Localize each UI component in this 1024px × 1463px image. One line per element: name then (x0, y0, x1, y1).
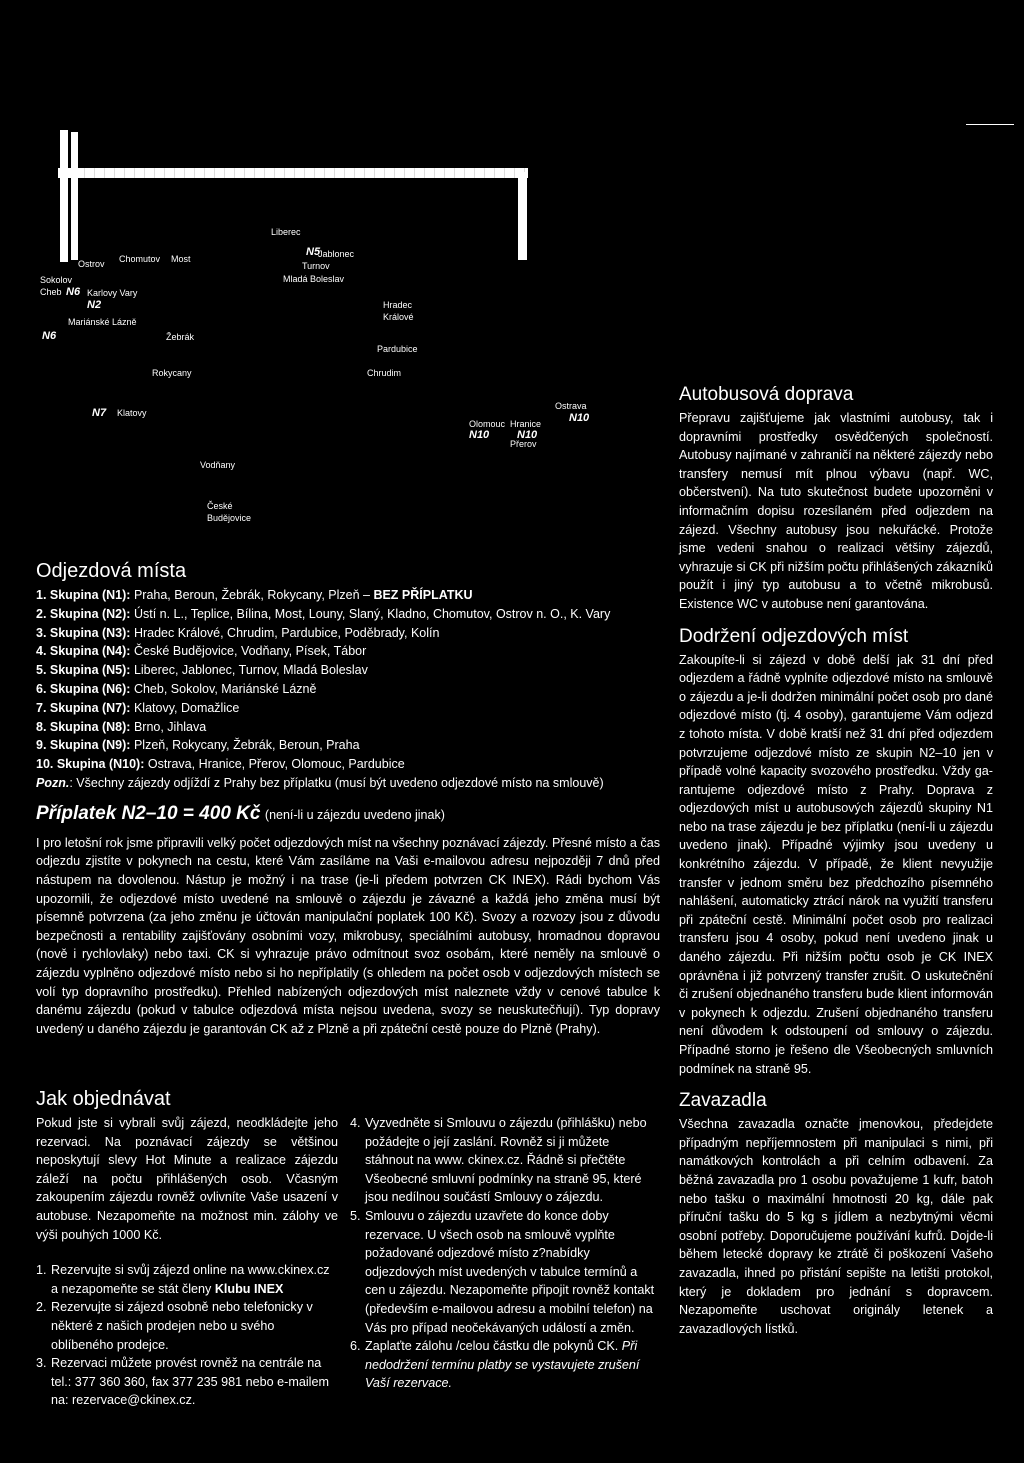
city-cheb: Cheb (40, 287, 62, 297)
order-steps-left (36, 1261, 338, 1410)
code-n10-ostrava: N10 (569, 412, 590, 424)
top-rule (966, 124, 1014, 125)
group-item-9: 9. Skupina (N9): Plzeň, Rokycany, Žebrák, Beroun, Praha (36, 738, 360, 753)
order-steps-right (350, 1114, 658, 1393)
departures-title: Odjezdová místa (36, 560, 187, 582)
city-mlada-boleslav: Mladá Boleslav (283, 274, 345, 284)
group-item-6: 6. Skupina (N6): Cheb, Sokolov, Mariánské Lázně (36, 681, 317, 696)
order-step-6: 6. Zaplaťte zálohu /celou částku dle pokynů CK. Při nedodržení termínu platby se vystavujete zrušení Vaší rezervace. (350, 1339, 640, 1391)
bus-text: Přepravu zajišťujeme jak vlastními autobusy, tak i dopravními prostředky osvědčených společností. Autobusy najímané v zahraničí na některé zájezdy nebo transfery nemusí mít plnou výbavu (např. WC, občerstvení). Na tuto skutečnost budete upozorněni v informačním dopisu rozesílaném před odjezdem na zájezd. Všechny autobusy jsou nekuřácké. Protože jsme vedeni snahou o realizaci většiny zájezdů, vyhrazuje si CK při nižším počtu přihlášených zákazníků použít i jiný typ autobusu a to včetně mikrobusů. Existence WC v autobuse není garantována. (679, 411, 993, 611)
city-kralove: Králové (383, 312, 414, 322)
city-hradec: Hradec (383, 300, 413, 310)
order-title: Jak objednávat (36, 1088, 171, 1110)
order-intro: Pokud jste si vybrali svůj zájezd, neodkládejte jeho rezervaci. Na poznávací zájezdy se většinou neposkytují slevy Hot Minute a realizace zájezdu záleží na počtu přihlášených osob. Včasným zakoupením zájezdu rovněž ovlivníte Vaše usazení v autobuse. Nezapomeňte na možnost min. zálohy ve výši pouhých 1000 Kč. (36, 1116, 338, 1242)
right-column (679, 384, 993, 1338)
order-step-5: 5. Smlouvu o zájezdu uzavřete do konce doby rezervace. U všech osob na smlouvě vyplňte požadované odjezdové místo z?nabídky odjezdových míst uvedených v tabulce termínů a cen u zájezdu. Nezapomeňte připojit rovněž kontakt (především e-mailovou adresu a mobilní telefon) na Vás pro případ neočekávaných událostí a změn. (350, 1208, 655, 1335)
guarantee-text: Zakoupíte-li si zájezd v době delší jak 31 dní před odjezdem a řádně vyplníte odjezdové místo na smlouvě o zájezdu a je-li dodržen minimální počet osob pro dané odjezdové místo (tj. 4 osoby), garantujeme Vám odjezd z tohoto místa. V době kratší než 31 dní před odjezdem potvrzujeme odjezdové místo ze skupin N2–10 jen v případě volné kapacity svozového prostředku. Vždy garantujeme odjezdové místo z Prahy. Doprava z odjezdových míst u autobusových zájezdů skupiny N1 nebo na trase zájezdu je bez příplatku (není-li u zájezdu uvedeno jinak). Případné výjimky jsou uvedeny u konkrétního zájezdu. V případě, že klient nevyužije transfer v jednom směru bez předchozího písemného nahlášení, automaticky ztrácí nárok na využití transferu při zpáteční cestě. Minimální počet osob pro realizaci transferu jsou 4 osoby, pokud není uvedeno jinak u daného zájezdu. Při nižším počtu osob je CK INEX oprávněna i již potvrzený transfer zrušit. O uskutečnění či zrušení objednaného transferu bude klient informován v pokynech k odjezdu. Zrušení objednaného transferu není důvodem k odstoupení od smlouvy o zájezdu. Případné storno je řešeno dle Všeobecných smluvních podmínek na straně 95. (679, 652, 993, 1076)
group-item-3: 3. Skupina (N3): Hradec Králové, Chrudim, Pardubice, Poděbrady, Kolín (36, 625, 440, 640)
city-jablonec: Jablonec (318, 249, 355, 259)
group-item-5: 5. Skupina (N5): Liberec, Jablonec, Turnov, Mladá Boleslav (36, 663, 368, 678)
city-olomouc: Olomouc (469, 419, 506, 429)
group-item-1: 1. Skupina (N1): Praha, Beroun, Žebrák, Rokycany, Plzeň – BEZ PŘÍPLATKU (36, 588, 473, 602)
code-n10-hranice: N10 (517, 429, 538, 441)
group-item-8: 8. Skupina (N8): Brno, Jihlava (36, 719, 207, 734)
city-sokolov: Sokolov (40, 275, 73, 285)
order-step-2: 2. Rezervujte si zájezd osobně nebo telefonicky v některé z našich prodejen nebo u svého oblíbeného prodejce. (36, 1300, 313, 1352)
city-klatovy: Klatovy (117, 408, 147, 418)
map-border-left-b (71, 132, 78, 260)
order-step-3: 3. Rezervaci můžete provést rovněž na centrále na tel.: 377 360 360, fax 377 235 981 nebo e-mailem na: rezervace@ckinex.cz. (36, 1356, 329, 1408)
order-step-4: 4. Vyzvedněte si Smlouvu o zájezdu (přihlášku) nebo požádejte o její zaslání. Rovněž si ji můžete stáhnout na www. ckinex.cz. Řádně si přečtěte Všeobecné smluvní podmínky na straně 95, které jsou nedílnou součástí Smlouvy o zájezdu. (350, 1116, 647, 1205)
code-n10-olomouc: N10 (469, 429, 490, 441)
map-border-right (518, 172, 527, 260)
guarantee-title: Dodržení odjezdových míst (679, 625, 909, 647)
code-n2: N2 (87, 299, 102, 311)
city-vodnany: Vodňany (200, 460, 236, 470)
city-ceske: České (207, 501, 233, 511)
map-border-top (58, 168, 528, 178)
city-pardubice: Pardubice (377, 344, 418, 354)
surcharge-note: (není-li u zájezdu uvedeno jinak) (264, 807, 445, 822)
code-n5: N5 (306, 246, 321, 258)
surcharge-title: Příplatek N2–10 = 400 Kč (36, 802, 261, 824)
group-item-7: 7. Skupina (N7): Klatovy, Domažlice (36, 700, 240, 715)
surcharge-line (36, 803, 660, 825)
group-list (36, 586, 660, 793)
departures-section (36, 560, 660, 1038)
city-zebrak: Žebrák (166, 332, 195, 342)
code-n6-ml: N6 (42, 330, 57, 342)
city-karlovy-vary: Karlovy Vary (87, 288, 138, 298)
city-prerov: Přerov (510, 439, 537, 449)
map-border-left-a (60, 130, 68, 262)
luggage-title: Zavazadla (679, 1090, 767, 1112)
code-n7: N7 (92, 407, 107, 419)
city-hranice: Hranice (510, 419, 542, 429)
group-item-4: 4. Skupina (N4): České Budějovice, Vodňany, Písek, Tábor (36, 644, 367, 659)
city-marianske-lazne: Mariánské Lázně (68, 317, 137, 327)
order-section (36, 1088, 660, 1408)
group-item-10: 10. Skupina (N10): Ostrava, Hranice, Přerov, Olomouc, Pardubice (36, 757, 405, 772)
city-chomutov: Chomutov (119, 254, 161, 264)
city-rokycany: Rokycany (152, 368, 192, 378)
luggage-text: Všechna zavazadla označte jmenovkou, předejdete případným nepříjemnostem při manipulaci s nimi, při namátkových kontrolách a při celním odbavení. Za běžná zavazadla pro 1 osobu považujeme 1 kufr, batoh nebo tašku o maximální hmotnosti 20 kg, dále pak příruční tašku do 5 kg s jídlem a nezbytnými věcmi osobní potřeby. Doporučujeme používání kufrů. Dojde-li během letecké dopravy ke ztrátě či poškození Vašeho zavazadla, ihned po přistání sepište na letišti protokol, který je dokladem pro jednání s dopravcem. Nezapomeňte uschovat originály letenek a zavazadlových lístků. (679, 1117, 993, 1336)
city-liberec: Liberec (271, 227, 301, 237)
code-n6-cheb: N6 (66, 286, 81, 298)
city-budejovice: Budějovice (207, 513, 252, 523)
note: Pozn.: Všechny zájezdy odjíždí z Prahy bez příplatku (musí být uvedeno odjezdové místo na smlouvě) (36, 775, 604, 790)
order-step-1: 1. Rezervujte si svůj zájezd online na www.ckinex.cz a nezapomeňte se stát členy Klubu INEX (36, 1263, 330, 1296)
departures-paragraph: I pro letošní rok jsme připravili velký počet odjezdových míst na všechny poznávací zájezdy. Přesné místo a čas odjezdu zjistíte v pokynech na cestu, které Vám zasíláme na Vaši e-mailovou adresu nejpozději 7 dnů před nástupem na dovolenou. Nástup je možný i na trase (je-li předem potvrzen CK INEX). Rádi bychom Vás upozornili, že odjezdové místo uvedené na smlouvě o zájezdu je závazné a každá jeho změna musí být písemně potvrzena (za jeho změnu je účtován manipulační poplatek 100 Kč). Svozy a rozvozy jsou z důvodu bezpečnosti a rentability zajišťovány osobními vozy, mikrobusy, speciálními autobusy, hromadnou dopravou (nově i rychlovlaky) nebo taxi. CK si vyhrazuje právo odmítnout svoz osobám, které neměly na smlouvě o zájezdu vyplněno odjezdové místo nebo si ho nepříplatily (s ohledem na počet osob v odjezdových místech se volí typ dopravního prostředku). Přehled nabízených odjezdových míst naleznete vždy v cenové tabulce k danému zájezdu (pokud v tabulce odjezdová místa nejsou uvedena, svozy se neuskutečňují). Typ dopravy uvedený u daného zájezdu je garantován CK až z Plzně a při zpáteční cestě pouze do Plzně (Prahy). (36, 835, 660, 1036)
group-item-2: 2. Skupina (N2): Ústí n. L., Teplice, Bílina, Most, Louny, Slaný, Kladno, Chomutov, Ostrov n. O., K. Vary (36, 606, 611, 621)
city-most: Most (171, 254, 191, 264)
city-turnov: Turnov (302, 261, 330, 271)
city-ostrava: Ostrava (555, 401, 587, 411)
city-ostrov: Ostrov (78, 259, 105, 269)
bus-title: Autobusová doprava (679, 384, 854, 405)
city-chrudim: Chrudim (367, 368, 402, 378)
